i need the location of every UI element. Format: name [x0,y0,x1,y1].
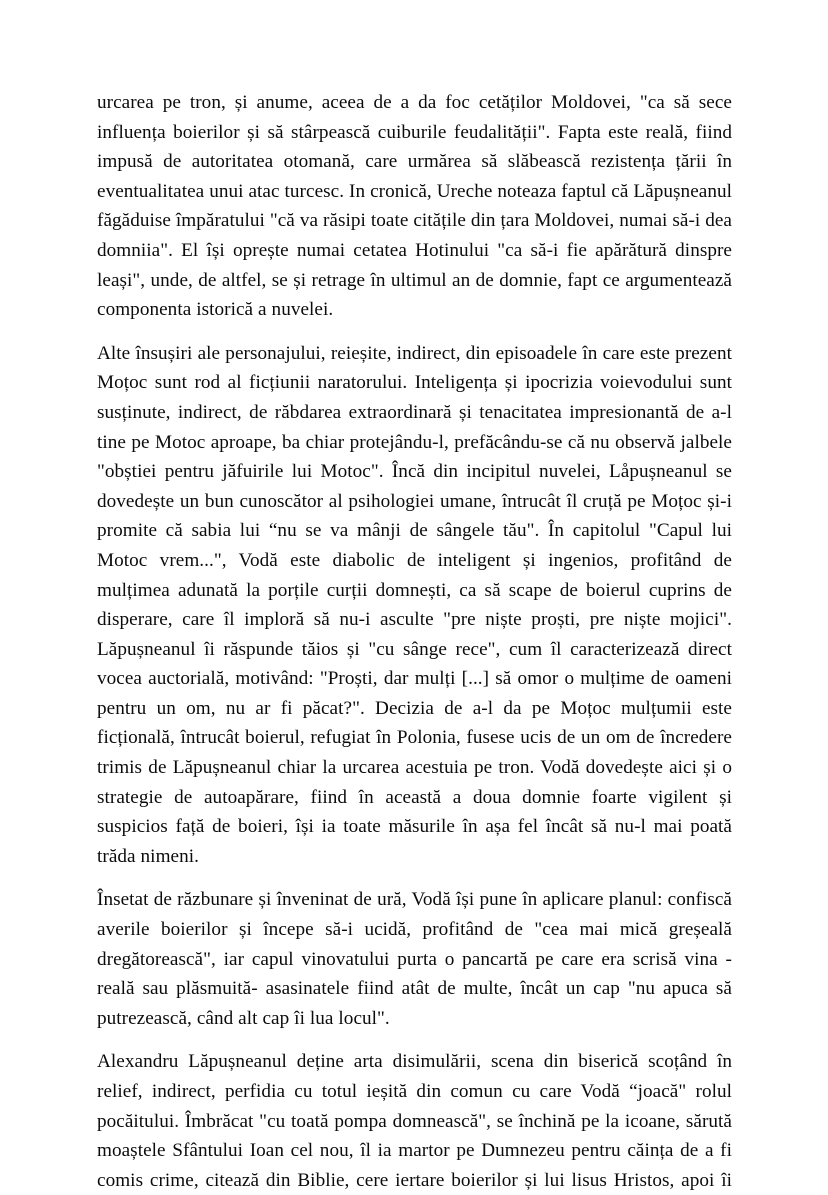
body-paragraph-3: Însetat de răzbunare și înveninat de ură, Vodă își pune în aplicare planul: confiscă averile boierilor și începe să-i ucidă, profitând de "cea mai mică greșeală dregătorească", iar capul vinovatului purta o pancartă pe care era scrisă vina -reală sau plăsmuită- asasinatele fiind atât de multe, încât un cap "nu apuca să putrezească, când alt cap îi lua locul". [97,889,732,1029]
body-paragraph-2: Alte însușiri ale personajului, reieșite, indirect, din episoadele în care este prezent Moțoc sunt rod al ficțiunii naratorului. Inteligența și ipocrizia voievodului sunt susținute, indirect, de răbdarea extraordinară și tenacitatea impresionantă de a-l tine pe Motoc aproape, ba chiar protejându-l, prefăcându-se că nu observă jalbele "obștiei pentru jăfuirile lui Motoc". Încă din incipitul nuvelei, Låpușneanul se dovedește un bun cunoscător al psihologiei umane, întrucât îl cruță pe Moțoc și-i promite că sabia lui “nu se va mânji de sângele tău". În capitolul "Capul lui Motoc vrem...", Vodă este diabolic de inteligent și ingenios, profitând de mulțimea adunată la porțile curții domnești, ca să scape de boierul cuprins de disperare, care îl imploră să nu-i asculte "pre niște proști, pre niște mojici". Lăpușneanul îi răspunde tăios și "cu sânge rece", cum îl caracterizează direct vocea auctorială, motivând: "Proști, dar mulți [...] să omor o mulțime de oameni pentru un om, nu ar fi păcat?". Decizia de a-l da pe Moțoc mulțumii este ficțională, întrucât boierul, refugiat în Polonia, fusese ucis de un om de încredere trimis de Lăpușneanul chiar la urcarea acestuia pe tron. Vodă dovedește aici și o strategie de autoapărare, fiind în această a doua domnie foarte vigilent și suspicios față de boieri, își ia toate măsurile în așa fel încât să nu-l mai poată trăda nimeni. [97,342,732,867]
body-paragraph-1: urcarea pe tron, și anume, aceea de a da foc cetăților Moldovei, "ca să sece influența boierilor și să stârpească cuiburile feudalității". Fapta este reală, fiind impusă de autoritatea otomană, care urmărea să slăbească rezistența țării în eventualitatea unui atac turcesc. In cronică, Ureche noteaza faptul că Lăpușneanul făgăduise împăratului "că va răsipi toate citățile din țara Moldovei, numai să-i dea domniia". El își oprește numai cetatea Hotinului "ca să-i fie apărătură dinspre leași", unde, de altfel, se și retrage în ultimul an de domnie, fapt ce argumentează componenta istorică a nuvelei. [97,92,732,321]
body-paragraph-4: Alexandru Lăpușneanul deține arta disimulării, scena din biserică scoțând în relief, indirect, perfidia cu totul ieșită din comun cu care Vodă “joacă" rolul pocăitului. Îmbrăcat "cu toată pompa domnească", se închină pe la icoane, sărută moaștele Sfântului Ioan cel nou, îl ia martor pe Dumnezeu pentru căința de a fi comis crime, citează din Biblie, cere iertare boierilor și lui lisus Hristos, apoi îi [97,1051,732,1191]
body-text-column [97,88,732,1195]
